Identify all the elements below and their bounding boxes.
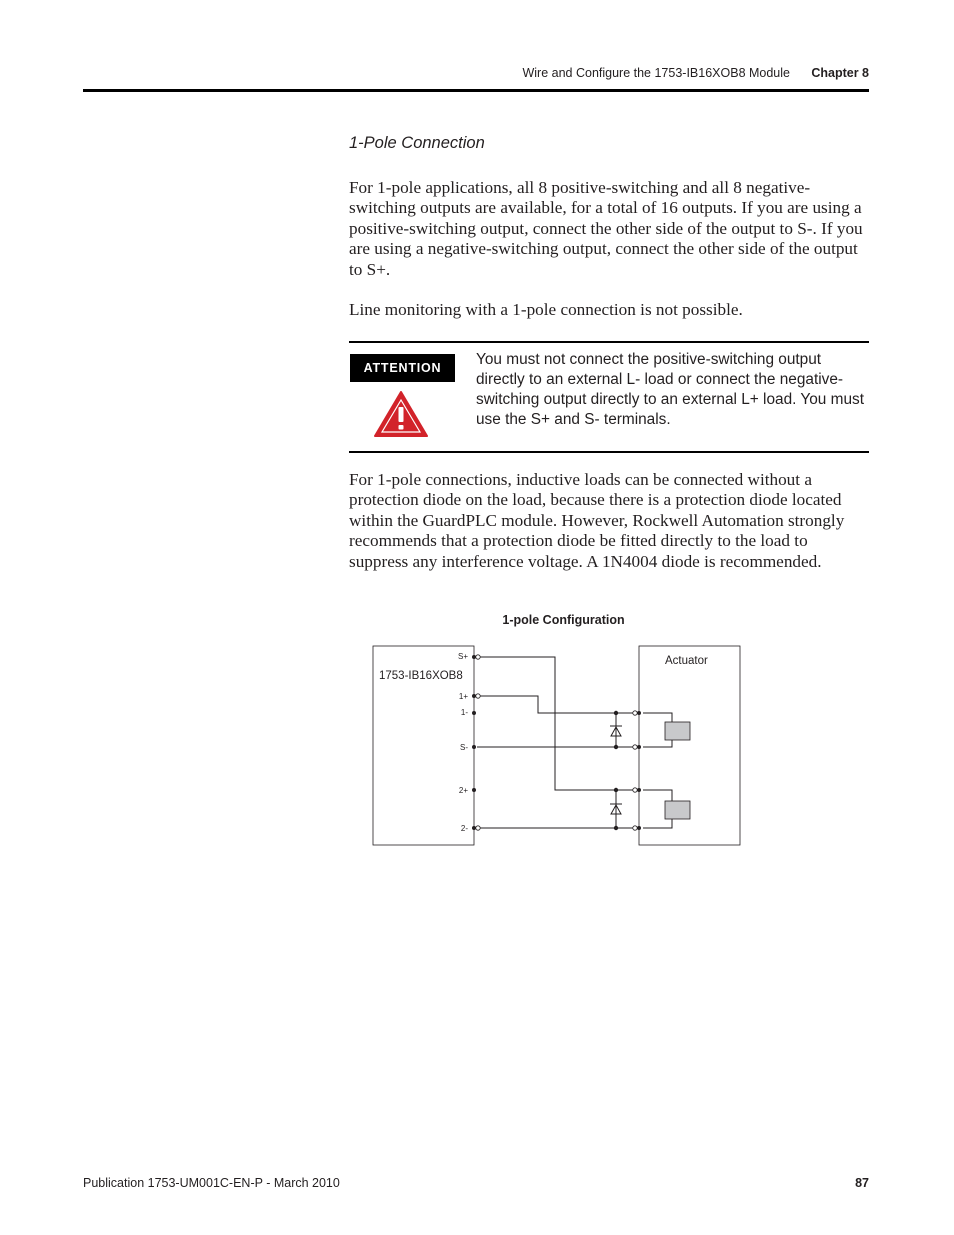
warning-triangle-icon <box>373 390 429 438</box>
wire-1-plus <box>477 696 637 713</box>
paragraph-3: For 1-pole connections, inductive loads can be connected without a protection diode on the load, because there is a protection diode located within the GuardPLC module. However, Rockwell Automation strongly recommends that a protection diode be fitted directly to the load to suppress any interference voltage. A 1N4004 diode is recommended. <box>349 470 845 571</box>
load-2 <box>665 801 690 819</box>
load-2-wire-bottom <box>643 818 672 828</box>
header-title: Wire and Configure the 1753-IB16XOB8 Module <box>522 66 790 80</box>
wiring-diagram <box>360 640 760 855</box>
actuator-label: Actuator <box>665 655 708 667</box>
load-1-wire-top <box>643 713 672 722</box>
header-chapter: Chapter 8 <box>811 66 869 80</box>
load-1 <box>665 722 690 740</box>
terminal-label-1-plus: 1+ <box>458 692 468 701</box>
header-rule <box>83 89 869 92</box>
footer-page-number: 87 <box>855 1176 869 1190</box>
figure-caption: 1-pole Configuration <box>502 613 625 627</box>
paragraph-2: Line monitoring with a 1-pole connection is not possible. <box>349 300 743 319</box>
terminal-label-s-minus: S- <box>460 743 468 752</box>
attention-text: You must not connect the positive-switching output directly to an external L- load or connect the negative-switching output directly to an external L+ load. You must use the S+ and S- terminals. <box>476 351 864 428</box>
section-title: 1-Pole Connection <box>349 134 485 152</box>
attention-badge: ATTENTION <box>350 354 455 382</box>
load-2-wire-top <box>643 790 672 801</box>
terminal-label-1-minus: 1- <box>460 708 468 717</box>
wire-s-plus <box>477 657 637 790</box>
footer-publication: Publication 1753-UM001C-EN-P - March 2010 <box>83 1176 340 1190</box>
module-label: 1753-IB16XOB8 <box>379 670 463 682</box>
terminal-label-2-minus: 2- <box>460 824 468 833</box>
attention-top-rule <box>349 341 869 343</box>
terminal-label-s-plus: S+ <box>457 652 468 661</box>
terminal-label-2-plus: 2+ <box>458 786 468 795</box>
attention-bottom-rule <box>349 451 869 453</box>
paragraph-1: For 1-pole applications, all 8 positive-switching and all 8 negative-switching outputs are available, for a total of 16 outputs. If you are using a positive-switching output, connect the other side of the output to S-. If you are using a negative-switching output, connect the other side of the output to S+. <box>349 178 863 279</box>
